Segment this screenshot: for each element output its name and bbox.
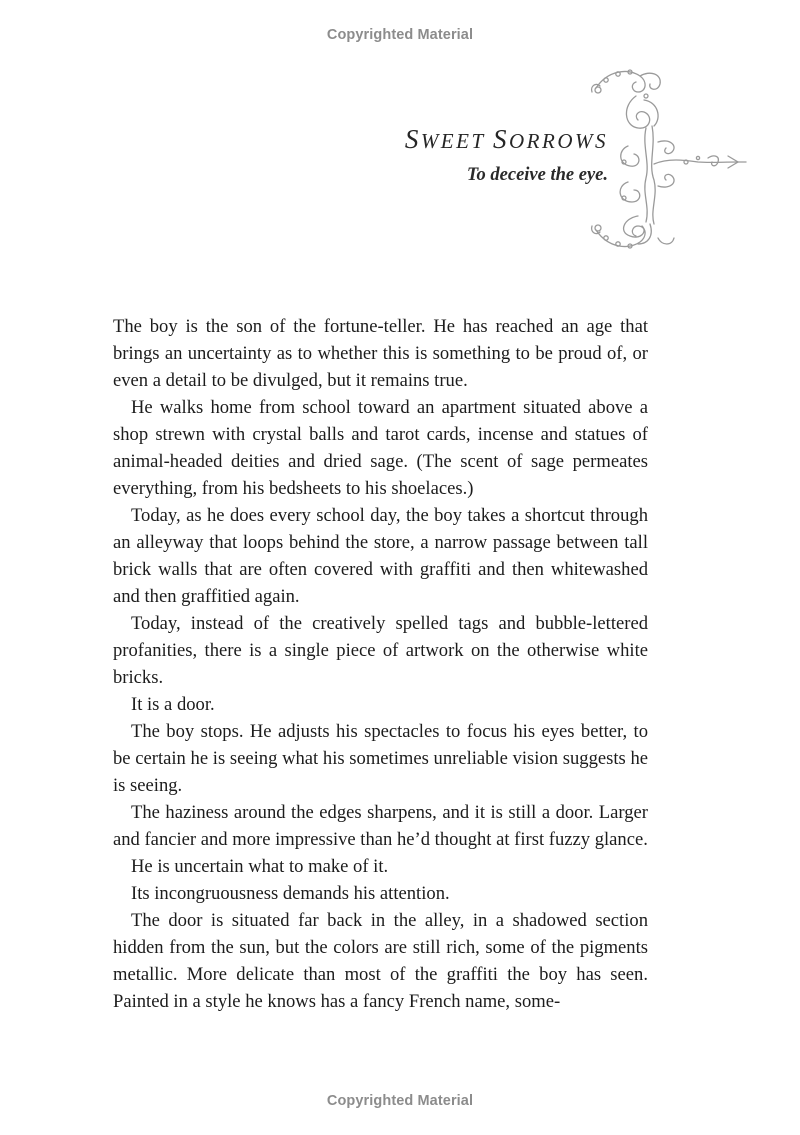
copyright-watermark-top: Copyrighted Material xyxy=(326,27,474,43)
chapter-title-word-1: WEET xyxy=(420,129,494,153)
chapter-heading xyxy=(405,123,608,186)
copyright-watermark-bottom: Copyrighted Material xyxy=(326,1093,474,1109)
paragraph-3: Today, as he does every school day, the boy takes a shortcut through an alleyway that loops behind the store, a narrow passage between tall brick walls that are often covered with graffiti and then whitewashed and then graffitied again. xyxy=(113,505,648,607)
chapter-title-initial-1: S xyxy=(404,124,421,154)
paragraph-6: The boy stops. He adjusts his spectacles to focus his eyes better, to be certain he is seeing what his sometimes unreliable vision suggests he is seeing. xyxy=(113,721,648,796)
paragraph-10: The door is situated far back in the alley, in a shadowed section hidden from the sun, but the colors are still rich, some of the pigments metallic. More delicate than most of the graffiti the boy has seen. Painted in a style he knows has a fancy French name, some- xyxy=(113,910,648,1012)
paragraph-1: The boy is the son of the fortune-teller. He has reached an age that brings an uncertainty as to whether this is something to be proud of, or even a detail to be divulged, but it remains true. xyxy=(113,316,648,391)
paragraph-8: He is uncertain what to make of it. xyxy=(131,856,389,877)
paragraph-5: It is a door. xyxy=(131,694,215,715)
paragraph-2: He walks home from school toward an apartment situated above a shop strewn with crystal balls and tarot cards, incense and statues of animal-headed deities and dried sage. (The scent of sage permeates everything, from his bedsheets to his shoelaces.) xyxy=(113,397,648,499)
chapter-title-initial-2: S xyxy=(493,124,510,154)
paragraph-9: Its incongruousness demands his attention. xyxy=(131,883,450,904)
paragraph-7: The haziness around the edges sharpens, and it is still a door. Larger and fancier and more impressive than he’d thought at first fuzzy glance. xyxy=(113,802,648,850)
paragraph-4: Today, instead of the creatively spelled tags and bubble-lettered profanities, there is a single piece of artwork on the otherwise white bricks. xyxy=(113,613,648,688)
filigree-flourish-icon xyxy=(588,66,748,250)
chapter-title xyxy=(405,123,608,155)
chapter-title-word-2: ORROWS xyxy=(509,129,608,153)
body-text xyxy=(113,313,648,1015)
chapter-subtitle: To deceive the eye. xyxy=(466,165,608,186)
